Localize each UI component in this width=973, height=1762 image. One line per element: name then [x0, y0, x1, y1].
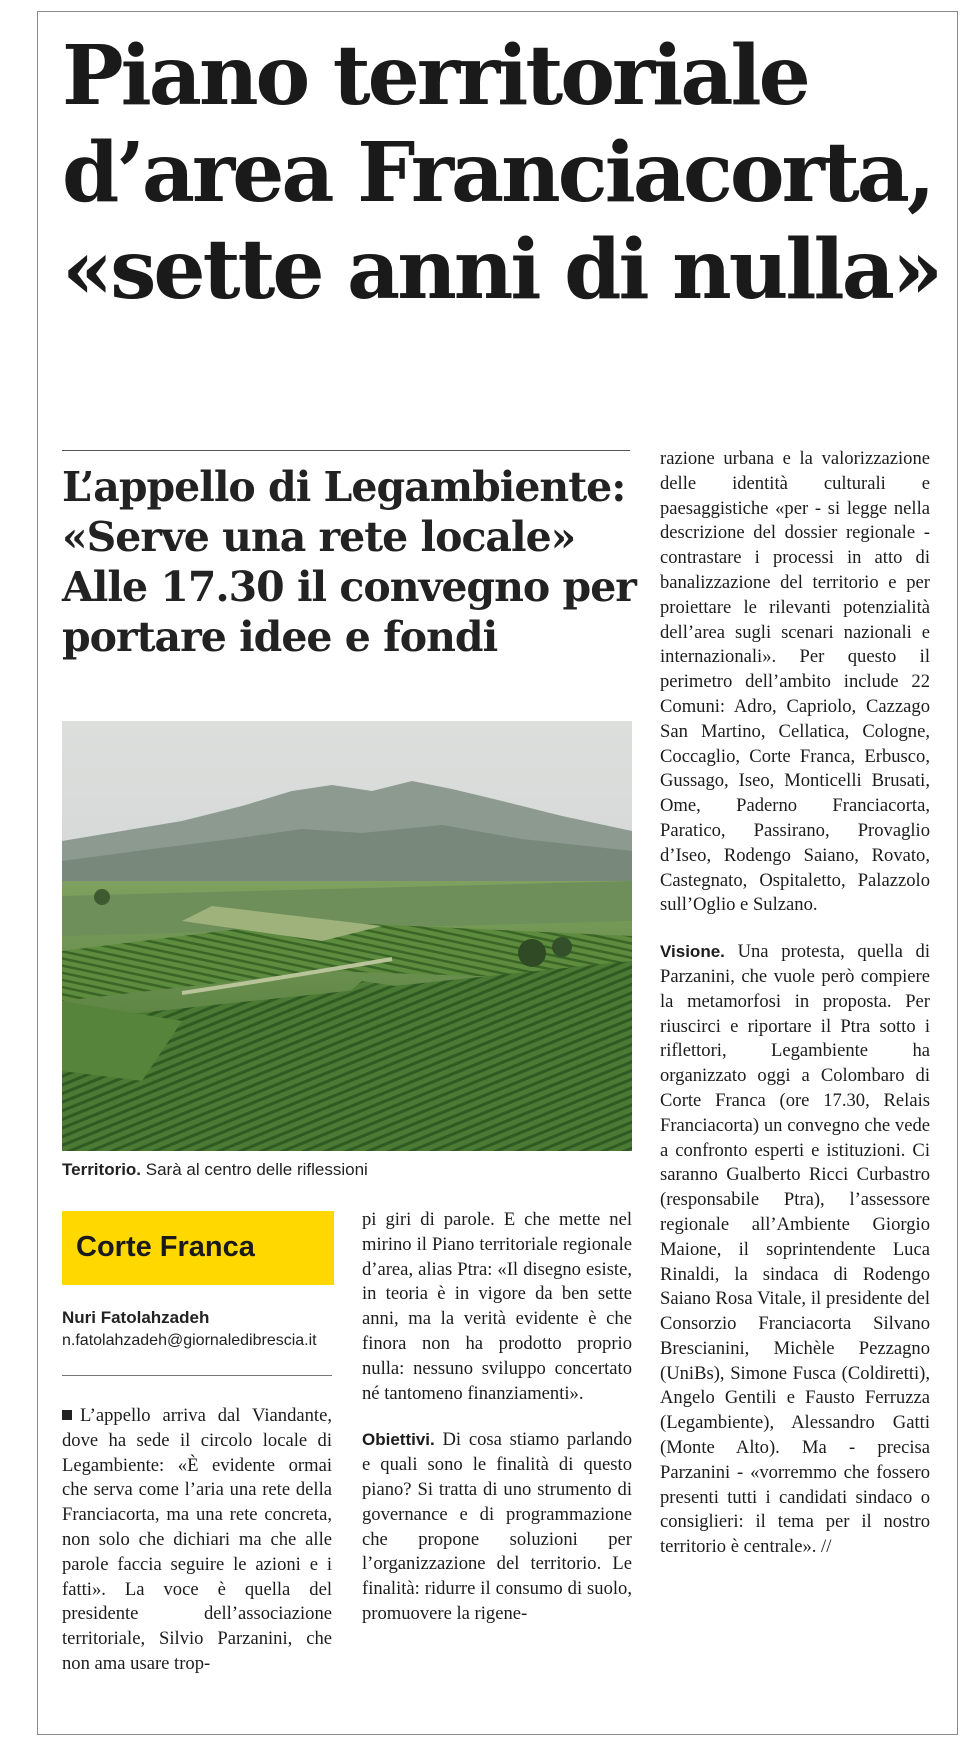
byline: [62, 1306, 342, 1352]
franciacorta-landscape-photo: [62, 721, 632, 1151]
body-paragraph-2-part-2: razione urbana e la valorizzazione delle identità culturali e paesaggistiche «per - si legge nella descrizione del dossier regionale - contrastare i processi in atto di banalizzazione del territorio e per proiettare le rilevanti potenzialità dell’area sugli scenari nazionali e internazionali». Per questo il perimetro dell’ambito include 22 Comuni: Adro, Capriolo, Cazzago San Martino, Cellatica, Cologne, Coccaglio, Corte Franca, Erbusco, Gussago, Iseo, Monticelli Brusati, Ome, Paderno Franciacorta, Paratico, Passirano, Provaglio d’Iseo, Rodengo Saiano, Rovato, Castegnato, Ospitaletto, Palazzolo sull’Oglio e Sulzano.: [660, 448, 930, 916]
body-column-3: [660, 447, 930, 1560]
byline-rule: [62, 1375, 332, 1376]
photo-caption: [62, 1160, 632, 1180]
author-email[interactable]: n.fatolahzadeh@giornaledibrescia.it: [62, 1332, 317, 1349]
body-paragraph-3: Una protesta, quella di Parzanini, che vuole però compiere la metamorfosi in proposta. Per riuscirci e riportare il Ptra sotto i riflettori, Legambiente ha organizzato oggi a Colombaro di Corte Franca (ore 17.30, Relais Franciacorta) un convegno che vede a confronto esperti e istituzioni. Ci saranno Gualberto Ricci Curbastro (responsabile Ptra), l’assessore regionale all’Ambiente Giorgio Maione, il soprintendente Luca Rinaldi, la sindaca di Rodengo Saiano Rosa Vitale, il presidente del Consorzio Franciacorta Silvano Brescianini, Michèle Pezzagno (UniBs), Simone Fusca (Coldiretti), Angelo Gentili e Fausto Ferruzza (Legambiente), Alessandro Gatti (Monte Alto). Ma - precisa Parzanini - «vorremmo che fossero presenti tutti i candidati sindaco o consiglieri: il tema per il nostro territorio è centrale». //: [660, 941, 930, 1558]
body-paragraph-2-part-1: Di cosa stiamo parlando e quali sono le finalità di questo piano? Si tratta di uno strumento di governance e di programmazione che propone soluzioni per l’organizzazione del territorio. Le finalità: ridurre il consumo di suolo, promuovere la rigene-: [362, 1429, 632, 1624]
body-column-2: [362, 1208, 632, 1627]
location-tag: [62, 1211, 334, 1285]
section-lead-obiettivi: Obiettivi.: [362, 1430, 435, 1450]
bullet-square-icon: [62, 1410, 72, 1420]
subheadline-rule: [62, 450, 630, 451]
body-paragraph-1-part-2: pi giri di parole. E che mette nel mirino il Piano territoriale regionale d’area, alias Ptra: «Il disegno esiste, in teoria è in vigore da ben sette anni, ma la verità evidente è che finora non ha prodotto proprio nulla: nessuno sviluppo concertato né tantomeno finanziamenti».: [362, 1209, 632, 1404]
author-name: Nuri Fatolahzadeh: [62, 1308, 210, 1327]
headline: Piano territoriale d’area Franciacorta, «sette anni di nulla»: [62, 28, 941, 318]
subheadline: L’appello di Legambiente: «Serve una rete locale» Alle 17.30 il convegno per portare idee e fondi: [62, 463, 636, 661]
photo-caption-text: Sarà al centro delle riflessioni: [145, 1160, 368, 1179]
section-lead-visione: Visione.: [660, 942, 725, 962]
body-column-1: [62, 1404, 332, 1677]
location-tag-label: Corte Franca: [76, 1231, 255, 1263]
photo-caption-label: Territorio.: [62, 1160, 142, 1179]
body-paragraph-1-part-1: L’appello arriva dal Viandante, dove ha sede il circolo locale di Legambiente: «È evidente ormai che serva come l’aria una rete della Franciacorta, ma una rete concreta, non solo che dichiari ma che alle parole faccia seguire le azioni e i fatti». La voce è quella del presidente dell’associazione territoriale, Silvio Parzanini, che non ama usare trop-: [62, 1405, 332, 1674]
